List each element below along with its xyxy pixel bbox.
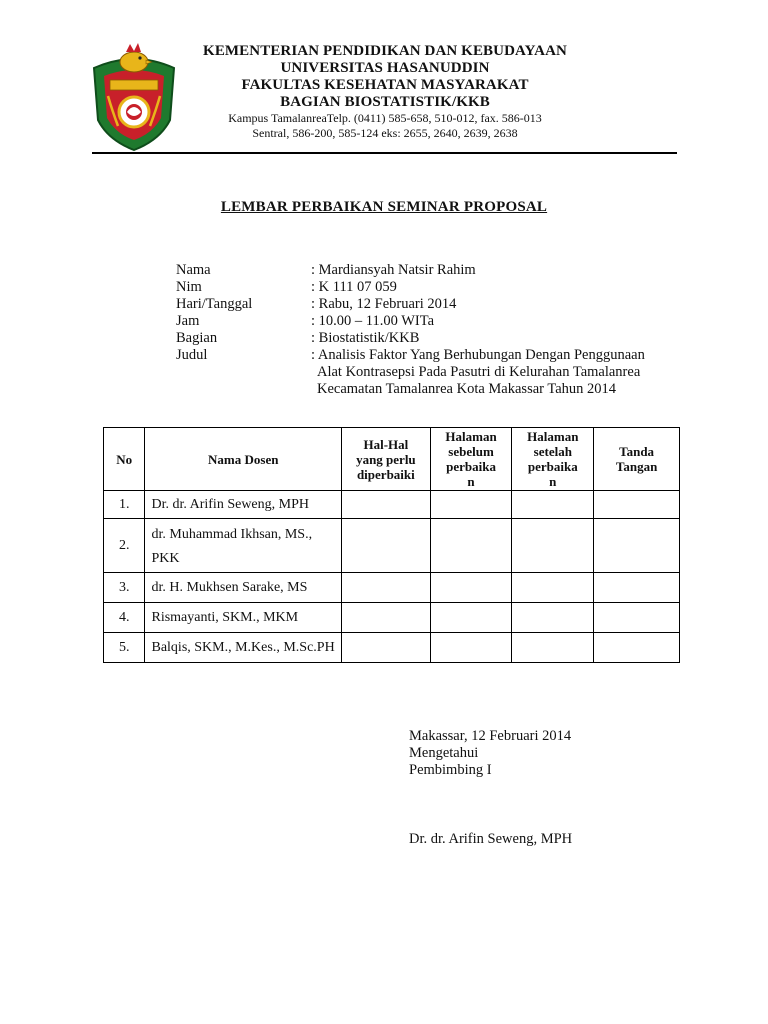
info-row-nama — [176, 262, 696, 279]
info-value: : Rabu, 12 Februari 2014 — [311, 296, 457, 312]
crest-banner — [110, 80, 158, 90]
address-line: Kampus TamalanreaTelp. (0411) 585-658, 510-012, fax. 586-013 — [228, 111, 542, 125]
header-text: perbaika — [446, 459, 496, 474]
header-text: Hal-Hal — [363, 436, 409, 452]
university-name: UNIVERSITAS HASANUDDIN — [280, 60, 490, 76]
header-halaman-setelah — [512, 428, 594, 491]
info-label: Judul — [176, 347, 208, 363]
dosen-name — [145, 519, 342, 573]
table-row — [104, 573, 680, 603]
cell-tanda-tangan — [594, 491, 680, 519]
table-row — [104, 633, 680, 663]
info-label: Nim — [176, 279, 202, 295]
cell-hal — [342, 603, 431, 633]
letterhead — [180, 43, 590, 141]
university-crest-logo — [90, 40, 178, 152]
info-value: : 10.00 – 11.00 WITa — [311, 313, 435, 329]
cell-sebelum — [430, 491, 512, 519]
info-label: Bagian — [176, 330, 218, 346]
row-number: 1. — [104, 491, 145, 519]
header-text: Tanda — [619, 444, 655, 459]
dosen-name: Dr. dr. Arifin Seweng, MPH — [145, 491, 342, 519]
header-nama-dosen: Nama Dosen — [145, 428, 342, 491]
info-row-jam — [176, 313, 696, 330]
cell-tanda-tangan — [594, 573, 680, 603]
document-title: LEMBAR PERBAIKAN SEMINAR PROPOSAL — [220, 199, 548, 215]
table-row — [104, 491, 680, 519]
judul-line-2: Alat Kontrasepsi Pada Pasutri di Kelurahan Tamalanrea — [317, 364, 641, 380]
cell-setelah — [512, 603, 594, 633]
cell-sebelum — [430, 573, 512, 603]
header-hal-hal — [342, 428, 431, 491]
info-row-bagian — [176, 330, 696, 347]
judul-line-3: Kecamatan Tamalanrea Kota Makassar Tahun 2014 — [317, 381, 616, 397]
signature-block — [409, 728, 572, 848]
dosen-name-line-2: PKK — [151, 550, 180, 566]
header-tanda-tangan — [594, 428, 680, 491]
header-divider — [92, 152, 677, 154]
info-value: : K 111 07 059 — [311, 279, 397, 295]
phone-line: Sentral, 586-200, 585-124 eks: 2655, 2640, 2639, 2638 — [252, 126, 518, 140]
info-value — [311, 347, 681, 398]
header-text: Halaman — [527, 429, 579, 444]
info-value: : Mardiansyah Natsir Rahim — [311, 262, 476, 278]
header-text: n — [467, 474, 475, 489]
dosen-name-line-1: dr. Muhammad Ikhsan, MS., — [151, 526, 313, 542]
cell-sebelum — [430, 603, 512, 633]
cell-sebelum — [430, 633, 512, 663]
row-number: 2. — [104, 519, 145, 573]
cell-hal — [342, 573, 431, 603]
cell-tanda-tangan — [594, 633, 680, 663]
header-no: No — [104, 428, 145, 491]
cell-sebelum — [430, 519, 512, 573]
header-text: n — [549, 474, 557, 489]
info-value: : Biostatistik/KKB — [311, 330, 420, 346]
row-number: 4. — [104, 603, 145, 633]
row-number: 3. — [104, 573, 145, 603]
header-halaman-sebelum — [430, 428, 512, 491]
cell-tanda-tangan — [594, 519, 680, 573]
judul-line-1: : Analisis Faktor Yang Berhubungan Dengan Penggunaan — [311, 347, 645, 363]
dosen-name: Rismayanti, SKM., MKM — [145, 603, 342, 633]
faculty-name: FAKULTAS KESEHATAN MASYARAKAT — [241, 77, 529, 93]
signature-place-date: Makassar, 12 Februari 2014 — [409, 728, 572, 744]
cell-setelah — [512, 633, 594, 663]
header-text: diperbaiki — [356, 466, 415, 482]
header-text: perbaika — [527, 459, 578, 474]
cell-setelah — [512, 491, 594, 519]
department-name: BAGIAN BIOSTATISTIK/KKB — [280, 94, 490, 110]
table-row — [104, 603, 680, 633]
cell-hal — [342, 519, 431, 573]
dosen-name: Balqis, SKM., M.Kes., M.Sc.PH — [145, 633, 342, 663]
header-text: yang perlu — [356, 451, 416, 467]
header-text: Tangan — [615, 459, 658, 474]
dosen-name: dr. H. Mukhsen Sarake, MS — [145, 573, 342, 603]
signature-mengetahui: Mengetahui — [409, 745, 479, 761]
info-row-judul — [176, 347, 696, 398]
header-text: sebelum — [448, 444, 494, 459]
info-label: Jam — [176, 313, 200, 329]
info-label: Nama — [176, 262, 211, 278]
info-row-nim — [176, 279, 696, 296]
student-info — [176, 262, 696, 398]
table-row — [104, 519, 680, 573]
signatory-name: Dr. dr. Arifin Seweng, MPH — [409, 831, 573, 847]
header-text: setelah — [533, 444, 572, 459]
row-number: 5. — [104, 633, 145, 663]
cell-setelah — [512, 573, 594, 603]
header-text: Halaman — [445, 429, 497, 444]
info-label: Hari/Tanggal — [176, 296, 253, 312]
cell-hal — [342, 491, 431, 519]
cell-setelah — [512, 519, 594, 573]
revision-table — [103, 427, 680, 663]
cell-tanda-tangan — [594, 603, 680, 633]
info-row-tanggal — [176, 296, 696, 313]
ministry-name: KEMENTERIAN PENDIDIKAN DAN KEBUDAYAAN — [203, 43, 567, 59]
table-header-row — [104, 428, 680, 491]
cell-hal — [342, 633, 431, 663]
signature-role: Pembimbing I — [409, 762, 492, 778]
